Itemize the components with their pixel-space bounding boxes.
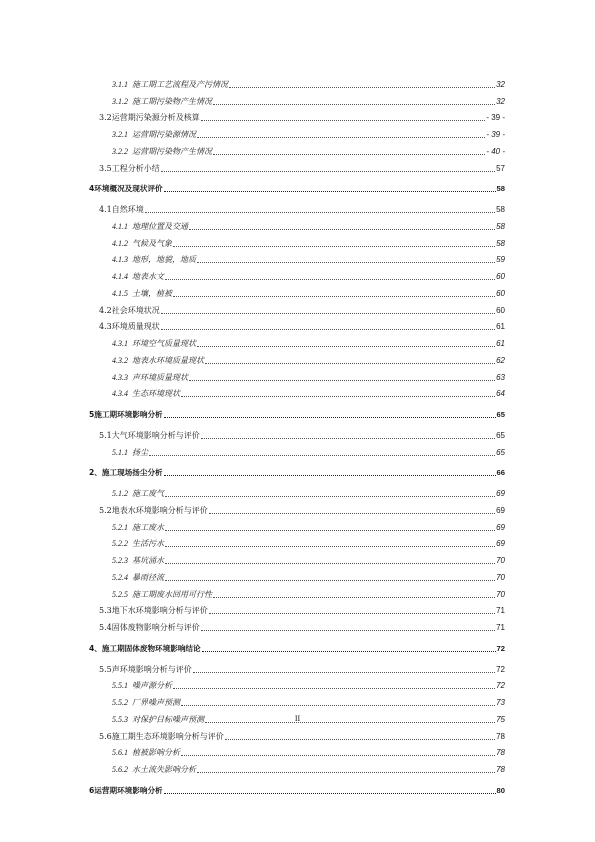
toc-entry[interactable] <box>0 249 595 266</box>
toc-entry-title: 生活污水 <box>132 539 164 549</box>
dot-leader <box>173 295 495 297</box>
toc-entry-page: 70 <box>496 589 505 599</box>
toc-entry-page: 60 <box>496 288 505 298</box>
toc-entry-page: 72 <box>496 664 505 674</box>
toc-entry-page: 69 <box>496 522 505 532</box>
toc-entry-page: 58 <box>496 221 505 231</box>
toc-entry[interactable] <box>0 742 595 759</box>
toc-entry-number: 4.1.1 <box>112 221 128 231</box>
toc-entry-number: 5.5.1 <box>112 681 128 691</box>
toc-entry[interactable] <box>0 499 595 516</box>
dot-leader <box>229 86 495 88</box>
toc-entry-number: 5.2.5 <box>112 589 128 599</box>
toc-entry-title: 地理位置及交通 <box>132 221 188 231</box>
toc-entry-page: 58 <box>496 184 505 194</box>
toc-entry-page: 75 <box>496 714 505 724</box>
dot-leader <box>161 170 495 172</box>
toc-entry-title: 声环境质量现状 <box>132 372 188 382</box>
toc-entry-page: 72 <box>496 681 505 691</box>
dot-leader <box>181 754 495 756</box>
toc-entry[interactable] <box>0 758 595 775</box>
toc-entry[interactable] <box>0 516 595 533</box>
toc-entry-number: 4.1.2 <box>112 238 128 248</box>
toc-entry-page: - 39 - <box>486 113 505 123</box>
toc-entry-title: 运营期污染源情况 <box>132 130 196 139</box>
toc-entry-number: 4.1.4 <box>112 272 128 281</box>
toc-entry[interactable] <box>0 462 595 479</box>
dot-leader <box>149 454 495 456</box>
toc-entry-title: 施工现场扬尘分析 <box>101 468 163 478</box>
toc-entry-number: 5.1.1 <box>112 447 128 457</box>
toc-entry-title: 施工期废水回用可行性 <box>132 589 212 599</box>
toc-entry-title: 地表水文 <box>132 272 164 281</box>
toc-entry-title: 生态环境现状 <box>132 389 180 399</box>
dot-leader <box>164 416 496 418</box>
toc-entry-title: 工程分析小结 <box>111 163 160 173</box>
toc-entry-title: 基坑涌水 <box>132 556 164 565</box>
toc-entry-title: 施工期固体废物环境影响结论 <box>101 643 201 653</box>
toc-entry-number: 3.2.1 <box>112 130 128 139</box>
toc-entry-page: 32 <box>496 96 505 106</box>
toc-entry[interactable] <box>0 600 595 617</box>
toc-entry-page: 65 <box>496 447 505 457</box>
toc-entry[interactable] <box>0 725 595 742</box>
toc-entry-page: 71 <box>496 623 505 632</box>
toc-entry-title: 社会环境状况 <box>111 305 160 315</box>
toc-entry-number: 5.6.1 <box>112 748 128 758</box>
toc-entry[interactable] <box>0 232 595 249</box>
toc-entry-page: 78 <box>496 765 505 774</box>
toc-entry-title: 水土流失影响分析 <box>132 765 196 774</box>
toc-entry-page: 72 <box>496 643 505 653</box>
toc-entry-title: 施工期污染物产生情况 <box>132 96 212 106</box>
toc-entry-title: 施工废气 <box>132 489 164 498</box>
toc-entry-number: 5.2.2 <box>112 539 128 549</box>
toc-entry-title: 植被影响分析 <box>132 748 180 758</box>
dot-leader <box>161 312 495 314</box>
toc-entry-number: 2、 <box>89 468 102 478</box>
dot-leader <box>165 529 495 531</box>
toc-entry[interactable] <box>0 533 595 550</box>
toc-entry-title: 声环境影响分析与评价 <box>111 664 192 674</box>
dot-leader <box>165 579 495 581</box>
toc-entry[interactable] <box>0 566 595 583</box>
toc-entry-number: 5.5.2 <box>112 698 128 707</box>
dot-leader <box>225 738 495 740</box>
toc-entry-page: 70 <box>496 572 505 582</box>
toc-entry-number: 3.5 <box>99 163 112 173</box>
toc-entry-page: 63 <box>496 372 505 382</box>
dot-leader <box>165 545 495 547</box>
toc-entry-title: 固体废物影响分析与评价 <box>111 623 200 632</box>
toc-entry-number: 5.5.3 <box>112 714 128 724</box>
dot-leader <box>209 512 495 514</box>
toc-entry[interactable] <box>0 616 595 633</box>
toc-entry-number: 4.3.2 <box>112 355 128 365</box>
dot-leader <box>165 495 495 497</box>
toc-entry-page: 61 <box>496 322 505 332</box>
toc-entry-title: 土壤，植被 <box>132 288 172 298</box>
toc-entry[interactable] <box>0 482 595 499</box>
toc-entry-title: 运营期环境影响分析 <box>94 785 163 795</box>
table-of-contents <box>0 73 595 796</box>
toc-entry-page: 69 <box>496 505 505 515</box>
toc-entry-page: 66 <box>496 468 505 478</box>
toc-entry[interactable] <box>0 691 595 708</box>
dot-leader <box>213 153 485 155</box>
dot-leader <box>197 771 495 773</box>
toc-entry[interactable] <box>0 316 595 333</box>
toc-entry[interactable] <box>0 265 595 282</box>
dot-leader <box>197 345 495 347</box>
toc-entry-page: 58 <box>496 205 505 214</box>
toc-entry-number: 4.2 <box>99 305 112 315</box>
toc-entry-title: 运营期污染物产生情况 <box>132 146 212 156</box>
dot-leader <box>165 278 495 280</box>
toc-entry-title: 气候及气象 <box>132 238 172 248</box>
toc-entry[interactable] <box>0 90 595 107</box>
toc-entry-title: 运营期污染源分析及核算 <box>111 113 200 123</box>
dot-leader <box>202 650 496 652</box>
toc-entry[interactable] <box>0 282 595 299</box>
toc-entry-number: 5.6 <box>99 731 112 741</box>
dot-leader <box>181 704 495 706</box>
toc-entry-title: 噪声源分析 <box>132 681 172 691</box>
toc-entry-number: 4.3.3 <box>112 372 128 382</box>
toc-entry-title: 扬尘 <box>132 447 148 457</box>
toc-entry-title: 暴雨径流 <box>132 572 164 582</box>
toc-entry[interactable] <box>0 549 595 566</box>
toc-entry[interactable] <box>0 178 595 195</box>
toc-entry-page: - 39 - <box>486 130 505 139</box>
toc-entry-number: 5.1 <box>99 430 112 440</box>
dot-leader <box>165 562 495 564</box>
toc-entry-number: 5.4 <box>99 623 112 632</box>
dot-leader <box>145 211 495 213</box>
toc-entry-number: 4.3.4 <box>112 389 128 399</box>
toc-entry[interactable] <box>0 583 595 600</box>
toc-entry-number: 4 <box>89 184 95 194</box>
toc-entry-number: 4.1.3 <box>112 255 128 265</box>
toc-entry[interactable] <box>0 198 595 215</box>
toc-entry[interactable] <box>0 366 595 383</box>
toc-entry-title: 施工期环境影响分析 <box>94 410 163 419</box>
toc-entry-page: 59 <box>496 255 505 265</box>
toc-entry-page: 78 <box>496 731 505 741</box>
dot-leader <box>173 687 495 689</box>
dot-leader <box>189 228 495 230</box>
toc-entry-page: 78 <box>496 748 505 758</box>
dot-leader <box>213 596 495 598</box>
toc-entry[interactable] <box>0 157 595 174</box>
toc-entry-title: 施工期生态环境影响分析与评价 <box>111 731 224 741</box>
toc-entry-title: 地下水环境影响分析与评价 <box>111 606 208 616</box>
toc-entry-page: 65 <box>496 430 505 440</box>
toc-entry-page: 80 <box>496 785 505 795</box>
toc-entry-page: 69 <box>496 489 505 498</box>
toc-entry-title: 地表水环境质量现状 <box>132 355 204 365</box>
toc-entry[interactable] <box>0 107 595 124</box>
toc-entry-page: 60 <box>496 305 505 315</box>
toc-entry-title: 环境质量现状 <box>111 322 160 332</box>
toc-entry-page: 62 <box>496 355 505 365</box>
toc-entry[interactable] <box>0 675 595 692</box>
toc-entry-title: 大气环境影响分析与评价 <box>111 430 200 440</box>
toc-entry-number: 5.6.2 <box>112 765 128 774</box>
dot-leader <box>201 119 486 121</box>
toc-entry-title: 厂界噪声预测 <box>132 698 180 707</box>
toc-entry-number: 3.2 <box>99 113 112 123</box>
toc-entry[interactable] <box>0 332 595 349</box>
toc-entry[interactable] <box>0 383 595 400</box>
dot-leader <box>205 362 495 364</box>
toc-entry-number: 5.2.4 <box>112 572 128 582</box>
toc-entry-title: 地表水环境影响分析与评价 <box>111 505 208 515</box>
toc-entry-page: 60 <box>496 272 505 281</box>
toc-entry-page: 61 <box>496 339 505 348</box>
toc-entry-page: 73 <box>496 698 505 707</box>
toc-entry-page: 32 <box>496 79 505 89</box>
toc-entry[interactable] <box>0 658 595 675</box>
toc-entry-title: 地形，地貌，地质 <box>132 255 196 265</box>
toc-entry-number: 5.1.2 <box>112 489 128 498</box>
toc-entry-number: 4.3 <box>99 322 112 332</box>
toc-entry-page: 64 <box>496 389 505 399</box>
dot-leader <box>164 190 496 192</box>
dot-leader <box>197 136 485 138</box>
toc-entry[interactable] <box>0 637 595 654</box>
page-number: II <box>294 714 301 723</box>
dot-leader <box>201 437 495 439</box>
toc-entry[interactable] <box>0 299 595 316</box>
toc-entry[interactable] <box>0 441 595 458</box>
toc-entry[interactable] <box>0 403 595 420</box>
toc-entry-title: 施工废水 <box>132 522 164 532</box>
toc-entry-title: 对保护目标噪声预测 <box>132 714 204 724</box>
toc-entry-number: 5.5 <box>99 664 112 674</box>
toc-entry-title: 环境概况及现状评价 <box>94 184 163 194</box>
toc-entry-number: 4.3.1 <box>112 339 128 348</box>
toc-entry-number: 5.3 <box>99 606 112 616</box>
toc-entry-number: 5 <box>89 410 95 419</box>
dot-leader <box>201 629 495 631</box>
toc-entry-number: 4.1.5 <box>112 288 128 298</box>
dot-leader <box>189 379 495 381</box>
toc-entry[interactable] <box>0 349 595 366</box>
dot-leader <box>164 792 496 794</box>
toc-entry-title: 环境空气质量现状 <box>132 339 196 348</box>
toc-entry-number: 5.2.1 <box>112 522 128 532</box>
dot-leader <box>209 612 495 614</box>
toc-entry-page: 65 <box>496 410 505 419</box>
toc-entry-page: 71 <box>496 606 505 616</box>
toc-entry-number: 3.2.2 <box>112 146 128 156</box>
toc-entry-title: 施工期工艺流程及产污情况 <box>132 79 228 89</box>
toc-entry[interactable] <box>0 123 595 140</box>
toc-entry-title: 自然环境 <box>111 205 144 214</box>
toc-entry-number: 5.2 <box>99 505 112 515</box>
toc-entry[interactable] <box>0 779 595 796</box>
toc-entry-number: 3.1.2 <box>112 96 128 106</box>
toc-entry-page: 58 <box>496 238 505 248</box>
toc-entry-number: 5.2.3 <box>112 556 128 565</box>
toc-entry[interactable] <box>0 215 595 232</box>
dot-leader <box>173 245 495 247</box>
toc-entry[interactable] <box>0 424 595 441</box>
toc-entry-number: 4.1 <box>99 205 112 214</box>
toc-entry-number: 3.1.1 <box>112 79 128 89</box>
toc-entry[interactable] <box>0 140 595 157</box>
toc-entry-number: 4、 <box>89 643 102 653</box>
dot-leader <box>164 474 496 476</box>
toc-entry-page: 57 <box>496 163 505 173</box>
toc-entry-number: 6 <box>89 785 95 795</box>
toc-entry-page: - 40 - <box>486 146 505 156</box>
dot-leader <box>213 103 495 105</box>
dot-leader <box>161 328 495 330</box>
dot-leader <box>197 261 495 263</box>
toc-entry[interactable] <box>0 73 595 90</box>
toc-entry-page: 70 <box>496 556 505 565</box>
toc-entry-page: 69 <box>496 539 505 549</box>
dot-leader <box>193 671 495 673</box>
dot-leader <box>181 395 495 397</box>
